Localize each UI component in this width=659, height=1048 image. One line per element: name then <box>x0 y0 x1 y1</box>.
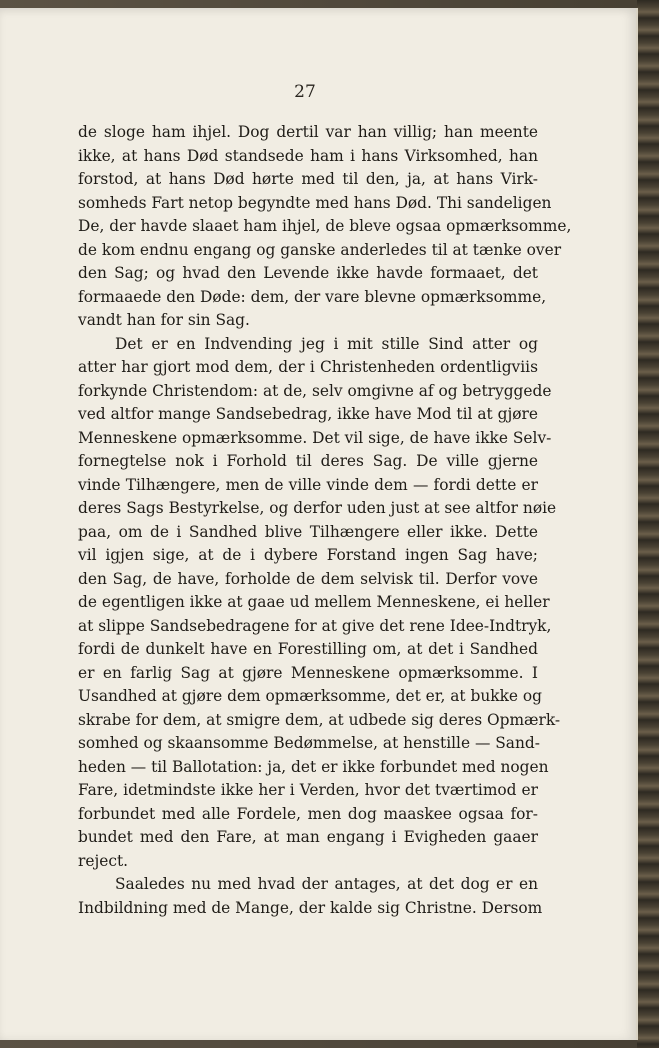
text-line: somhed og skaansomme Bedømmelse, at henstille — Sand- <box>78 734 540 752</box>
text-line: de sloge ham ihjel. Dog dertil var han villig; han meente <box>78 123 538 141</box>
text-line: De, der havde slaaet ham ihjel, de bleve ogsaa opmærksomme, <box>78 217 572 235</box>
text-line: de egentligen ikke at gaae ud mellem Menneskene, ei heller <box>78 593 550 611</box>
book-page <box>0 8 638 1040</box>
text-line: de kom endnu engang og ganske anderledes til at tænke over <box>78 240 562 259</box>
text-line: den Sag, de have, forholde de dem selvisk til. Derfor vove <box>78 569 538 588</box>
paragraph-start-line: Det er en Indvending jeg i mit stille Sind atter og <box>115 334 538 353</box>
text-line: Indbildning med de Mange, der kalde sig Christne. Dersom <box>78 898 543 917</box>
text-line: Menneskene opmærksomme. Det vil sige, de have ikke Selv- <box>78 428 552 447</box>
text-line: forstod, at hans Død hørte med til den, ja, at hans Virk- <box>78 170 538 188</box>
text-line: forkynde Christendom: at de, selv omgivne af og betryggede <box>78 381 552 400</box>
text-line: vinde Tilhængere, men de ville vinde dem — fordi dette er <box>78 475 538 494</box>
paragraph-start-line: Saaledes nu med hvad der antages, at det dog er en <box>115 875 538 893</box>
text-line: fordi de dunkelt have en Forestilling om, at det i Sandhed <box>78 640 538 658</box>
text-line: Usandhed at gjøre dem opmærksomme, det er, at bukke og <box>78 687 543 705</box>
text-line: Fare, idetmindste ikke her i Verden, hvor det tværtimod er <box>78 781 538 799</box>
text-line: atter har gjort mod dem, der i Christenheden ordentligviis <box>78 358 538 376</box>
text-line: bundet med den Fare, at man engang i Evigheden gaaer <box>78 828 538 846</box>
text-line: deres Sags Bestyrkelse, og derfor uden just at see altfor nøie <box>78 499 557 517</box>
text-line: er en farlig Sag at gjøre Menneskene opmærksomme. I <box>78 663 538 682</box>
text-line: formaaede den Døde: dem, der vare blevne opmærksomme, <box>78 287 547 306</box>
text-line: somheds Fart netop begyndte med hans Død. Thi sandeligen <box>78 193 552 212</box>
body-text <box>78 121 572 920</box>
text-line: den Sag; og hvad den Levende ikke havde formaaet, det <box>78 264 538 282</box>
text-line: forbundet med alle Fordele, men dog maaskee ogsaa for- <box>78 804 538 823</box>
page-number: 27 <box>294 82 316 102</box>
text-line: heden — til Ballotation: ja, det er ikke forbundet med nogen <box>78 757 549 776</box>
text-line: ved altfor mange Sandsebedrag, ikke have Mod til at gjøre <box>78 405 538 423</box>
text-line: skrabe for dem, at smigre dem, at udbede sig deres Opmærk- <box>78 710 561 729</box>
text-line: at slippe Sandsebedragene for at give det rene Idee-Indtryk, <box>78 616 552 635</box>
text-line: paa, om de i Sandhed blive Tilhængere eller ikke. Dette <box>78 522 538 541</box>
text-line: vandt han for sin Sag. <box>78 311 250 329</box>
text-line: ikke, at hans Død standsede ham i hans Virksomhed, han <box>78 146 538 165</box>
text-line: reject. <box>78 851 129 870</box>
text-line: vil igjen sige, at de i dybere Forstand ingen Sag have; <box>78 546 538 564</box>
text-line: fornegtelse nok i Forhold til deres Sag. De ville gjerne <box>78 452 538 470</box>
book-edge-strip <box>637 0 659 1048</box>
